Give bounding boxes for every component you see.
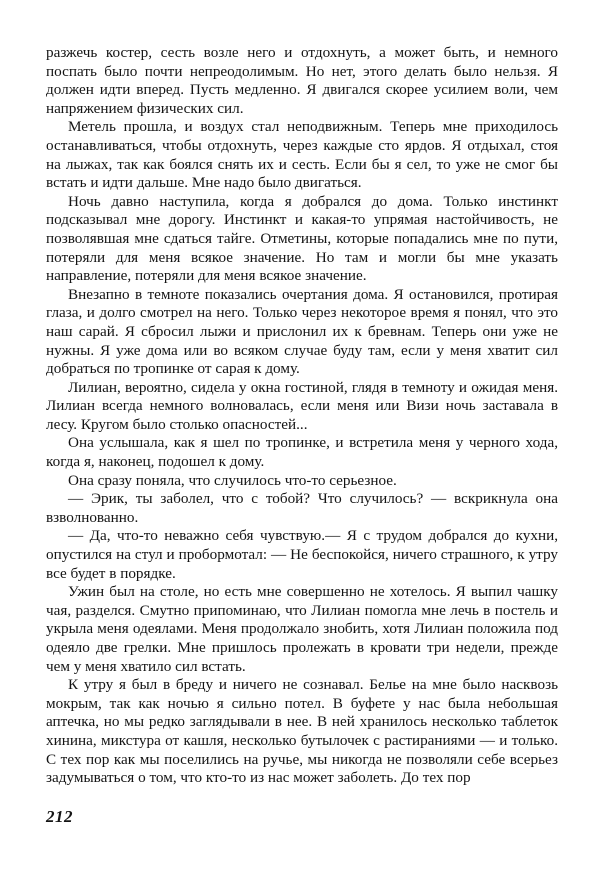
paragraph-3: Ночь давно наступила, когда я добрался до дома. Только инстинкт подсказывал мне дорогу. Инстинкт и какая-то упрямая настойчивость, не позволявшая мне сдаться тайге. Отметины, которые попадались мне по пути, потеряли для меня всякое значение. Но там и могли бы мне указать направление, потеряли для меня всякое значение.: [46, 192, 558, 285]
paragraph-5: Лилиан, вероятно, сидела у окна гостиной, глядя в темноту и ожидая меня. Лилиан всегда немного волновалась, если меня или Визи ночь заставала в лесу. Кругом было столько опасностей...: [46, 378, 558, 433]
paragraph-8: — Эрик, ты заболел, что с тобой? Что случилось? — вскрикнула она взволнованно.: [46, 490, 558, 526]
paragraph-9: — Да, что-то неважно себя чувствую.— Я с трудом добрался до кухни, опустился на стул и пробормотал: — Не беспокойся, ничего страшного, к утру все будет в порядке.: [46, 527, 558, 582]
paragraph-10: Ужин был на столе, но есть мне совершенно не хотелось. Я выпил чашку чая, разделся. Смутно припоминаю, что Лилиан помогла мне лечь в постель и укрыла меня одеялами. Меня продолжало знобить, хотя Лилиан положила под одеяло две грелки. Мне пришлось пролежать в кровати три недели, прежде чем у меня хватило сил встать.: [46, 583, 558, 675]
paragraph-6: Она услышала, как я шел по тропинке, и встретила меня у черного хода, когда я, наконец, подошел к дому.: [46, 434, 558, 471]
paragraph-2: Метель прошла, и воздух стал неподвижным. Теперь мне приходилось останавливаться, чтобы отдохнуть, через каждые сто ярдов. Я отдыхал, стоя на лыжах, так как боялся снять их и сесть. Если бы я сел, то уже не смог бы встать и идти дальше. Мне надо было двигаться.: [46, 118, 558, 192]
paragraph-4: Внезапно в темноте показались очертания дома. Я остановился, протирая глаза, и долго смотрел на него. Только через некоторое время я понял, что это наш сарай. Я сбросил лыжи и прислонил их к бревнам. Теперь они уже не нужны. Я уже дома или во всяком случае буду там, если у меня хватит сил добраться по тропинке от сарая к дому.: [46, 285, 558, 378]
page-text-block: [46, 44, 558, 788]
page-number: 212: [46, 807, 73, 826]
paragraph-11: К утру я был в бреду и ничего не сознавал. Белье на мне было насквозь мокрым, так как ночью я сильно потел. В буфете у нас была небольшая аптечка, но мы редко заглядывали в нее. В ней хранилось несколько таблеток хинина, микстура от кашля, несколько бутылочек с растираниями — и только. С тех пор как мы поселились на ручье, мы никогда не позволяли себе всерьез задумываться о том, что кто-то из нас может заболеть. До тех пор: [46, 676, 558, 787]
paragraph-1: разжечь костер, сесть возле него и отдохнуть, а может быть, и немного поспать было почти непреодолимым. Но нет, этого делать было нельзя. Я должен идти вперед. Пусть медленно. Я двигался скорее усилием воли, чем напряжением физических сил.: [46, 44, 558, 117]
paragraph-7: Она сразу поняла, что случилось что-то серьезное.: [68, 471, 397, 489]
